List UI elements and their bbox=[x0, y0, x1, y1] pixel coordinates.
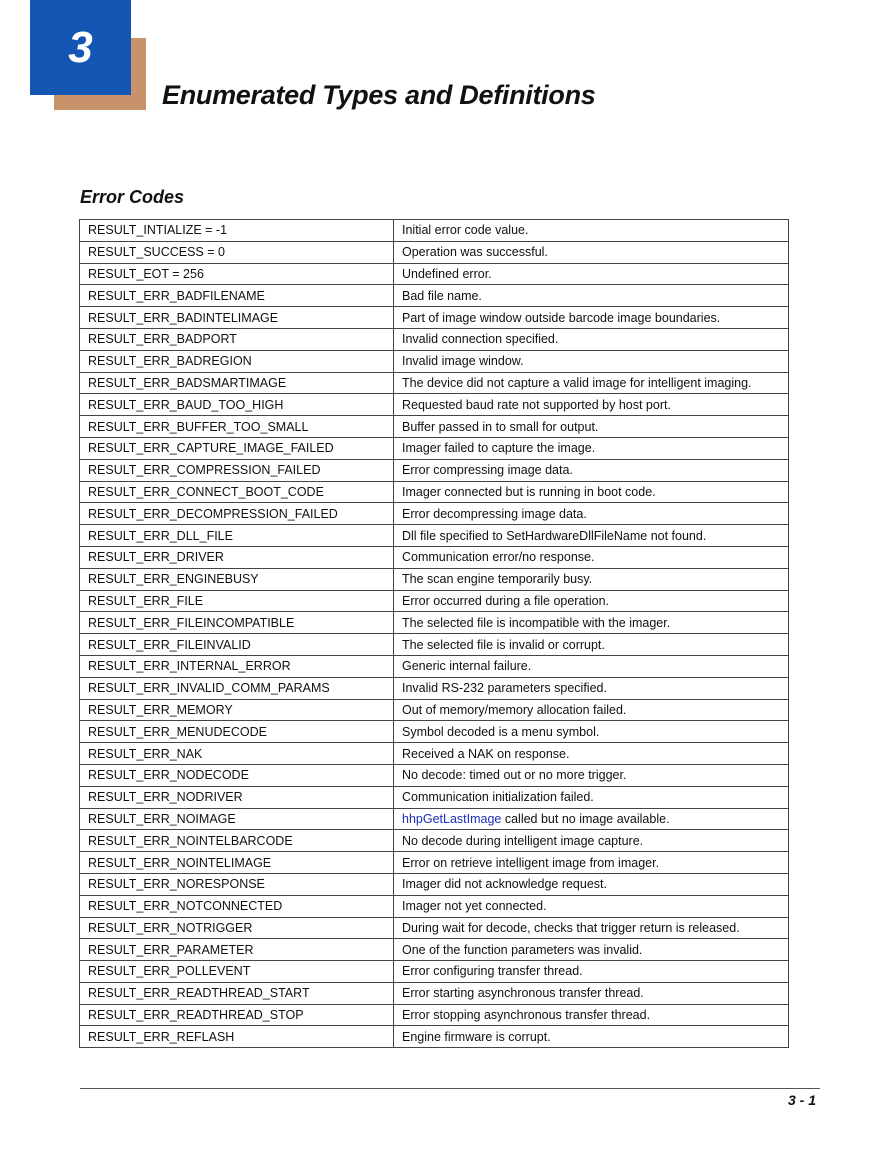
table-row bbox=[80, 307, 789, 329]
table-row bbox=[80, 634, 789, 656]
error-description-cell: Invalid connection specified. bbox=[394, 328, 789, 350]
table-row bbox=[80, 743, 789, 765]
table-row bbox=[80, 677, 789, 699]
table-row bbox=[80, 873, 789, 895]
table-row bbox=[80, 590, 789, 612]
error-code-cell: RESULT_ERR_NOTRIGGER bbox=[80, 917, 394, 939]
error-code-cell: RESULT_ERR_INVALID_COMM_PARAMS bbox=[80, 677, 394, 699]
error-description-cell: Generic internal failure. bbox=[394, 655, 789, 677]
table-row bbox=[80, 459, 789, 481]
error-description-cell: Error occurred during a file operation. bbox=[394, 590, 789, 612]
table-row bbox=[80, 220, 789, 242]
error-description-cell: Error on retrieve intelligent image from imager. bbox=[394, 852, 789, 874]
error-code-cell: RESULT_EOT = 256 bbox=[80, 263, 394, 285]
error-description-cell: The device did not capture a valid image for intelligent imaging. bbox=[394, 372, 789, 394]
chapter-number: 3 bbox=[68, 22, 93, 72]
table-row bbox=[80, 612, 789, 634]
error-code-cell: RESULT_ERR_DLL_FILE bbox=[80, 525, 394, 547]
table-row bbox=[80, 895, 789, 917]
error-code-cell: RESULT_ERR_MEMORY bbox=[80, 699, 394, 721]
table-row bbox=[80, 372, 789, 394]
error-description-cell: During wait for decode, checks that trigger return is released. bbox=[394, 917, 789, 939]
error-description-cell: Invalid RS-232 parameters specified. bbox=[394, 677, 789, 699]
error-description-cell: Dll file specified to SetHardwareDllFileName not found. bbox=[394, 525, 789, 547]
error-code-cell: RESULT_ERR_BUFFER_TOO_SMALL bbox=[80, 416, 394, 438]
error-description-cell bbox=[394, 808, 789, 830]
table-row bbox=[80, 1004, 789, 1026]
error-description-cell: Initial error code value. bbox=[394, 220, 789, 242]
chapter-title: Enumerated Types and Definitions bbox=[162, 80, 596, 110]
table-row bbox=[80, 961, 789, 983]
error-code-cell: RESULT_ERR_BADSMARTIMAGE bbox=[80, 372, 394, 394]
error-description-cell: Undefined error. bbox=[394, 263, 789, 285]
table-row bbox=[80, 655, 789, 677]
error-description-cell: No decode during intelligent image capture. bbox=[394, 830, 789, 852]
error-description-cell: Bad file name. bbox=[394, 285, 789, 307]
table-row bbox=[80, 328, 789, 350]
error-code-cell: RESULT_ERR_FILE bbox=[80, 590, 394, 612]
error-code-cell: RESULT_ERR_COMPRESSION_FAILED bbox=[80, 459, 394, 481]
error-description-cell: Requested baud rate not supported by host port. bbox=[394, 394, 789, 416]
error-description-cell: No decode: timed out or no more trigger. bbox=[394, 764, 789, 786]
error-description-cell: Error stopping asynchronous transfer thread. bbox=[394, 1004, 789, 1026]
table-row bbox=[80, 263, 789, 285]
error-code-cell: RESULT_ERR_POLLEVENT bbox=[80, 961, 394, 983]
table-row bbox=[80, 437, 789, 459]
error-description-cell: Out of memory/memory allocation failed. bbox=[394, 699, 789, 721]
error-code-cell: RESULT_ERR_NOTCONNECTED bbox=[80, 895, 394, 917]
table-row bbox=[80, 808, 789, 830]
error-description-cell: Error decompressing image data. bbox=[394, 503, 789, 525]
error-description-cell: Error configuring transfer thread. bbox=[394, 961, 789, 983]
error-code-cell: RESULT_ERR_NODRIVER bbox=[80, 786, 394, 808]
table-row bbox=[80, 525, 789, 547]
error-code-cell: RESULT_ERR_NODECODE bbox=[80, 764, 394, 786]
error-code-cell: RESULT_ERR_BADPORT bbox=[80, 328, 394, 350]
error-code-cell: RESULT_ERR_BAUD_TOO_HIGH bbox=[80, 394, 394, 416]
table-row bbox=[80, 939, 789, 961]
error-description-cell: The scan engine temporarily busy. bbox=[394, 568, 789, 590]
page-number: 3 - 1 bbox=[787, 1092, 816, 1108]
table-row bbox=[80, 394, 789, 416]
error-description-cell: One of the function parameters was invalid. bbox=[394, 939, 789, 961]
error-code-cell: RESULT_ERR_CAPTURE_IMAGE_FAILED bbox=[80, 437, 394, 459]
error-code-cell: RESULT_ERR_READTHREAD_STOP bbox=[80, 1004, 394, 1026]
table-row bbox=[80, 721, 789, 743]
error-description-cell: The selected file is invalid or corrupt. bbox=[394, 634, 789, 656]
error-description-cell: Imager did not acknowledge request. bbox=[394, 873, 789, 895]
error-code-cell: RESULT_SUCCESS = 0 bbox=[80, 241, 394, 263]
table-row bbox=[80, 416, 789, 438]
table-row bbox=[80, 830, 789, 852]
error-description-cell: The selected file is incompatible with the imager. bbox=[394, 612, 789, 634]
error-code-cell: RESULT_ERR_BADFILENAME bbox=[80, 285, 394, 307]
function-link[interactable]: hhpGetLastImage bbox=[402, 811, 502, 826]
error-description-cell: Communication initialization failed. bbox=[394, 786, 789, 808]
error-description-cell: Part of image window outside barcode image boundaries. bbox=[394, 307, 789, 329]
error-code-cell: RESULT_ERR_NORESPONSE bbox=[80, 873, 394, 895]
error-code-cell: RESULT_ERR_MENUDECODE bbox=[80, 721, 394, 743]
error-code-cell: RESULT_ERR_CONNECT_BOOT_CODE bbox=[80, 481, 394, 503]
error-code-cell: RESULT_ERR_INTERNAL_ERROR bbox=[80, 655, 394, 677]
error-description-cell: Error starting asynchronous transfer thread. bbox=[394, 982, 789, 1004]
error-codes-table-body bbox=[80, 220, 789, 1048]
table-row bbox=[80, 982, 789, 1004]
error-description-cell: Invalid image window. bbox=[394, 350, 789, 372]
table-row bbox=[80, 546, 789, 568]
error-code-cell: RESULT_ERR_PARAMETER bbox=[80, 939, 394, 961]
error-code-cell: RESULT_INTIALIZE = -1 bbox=[80, 220, 394, 242]
error-description-cell: Error compressing image data. bbox=[394, 459, 789, 481]
table-row bbox=[80, 285, 789, 307]
error-code-cell: RESULT_ERR_NOIMAGE bbox=[80, 808, 394, 830]
error-code-cell: RESULT_ERR_NOINTELIMAGE bbox=[80, 852, 394, 874]
error-description-cell: Imager not yet connected. bbox=[394, 895, 789, 917]
table-row bbox=[80, 786, 789, 808]
error-description-cell: Received a NAK on response. bbox=[394, 743, 789, 765]
error-code-cell: RESULT_ERR_BADINTELIMAGE bbox=[80, 307, 394, 329]
table-row bbox=[80, 568, 789, 590]
error-description-cell: Engine firmware is corrupt. bbox=[394, 1026, 789, 1048]
error-description-cell: Communication error/no response. bbox=[394, 546, 789, 568]
error-code-cell: RESULT_ERR_REFLASH bbox=[80, 1026, 394, 1048]
error-description-cell: Imager failed to capture the image. bbox=[394, 437, 789, 459]
table-row bbox=[80, 764, 789, 786]
error-code-cell: RESULT_ERR_BADREGION bbox=[80, 350, 394, 372]
error-codes-table bbox=[79, 219, 789, 1048]
error-description-cell: Buffer passed in to small for output. bbox=[394, 416, 789, 438]
error-code-cell: RESULT_ERR_NOINTELBARCODE bbox=[80, 830, 394, 852]
table-row bbox=[80, 350, 789, 372]
chapter-number-badge bbox=[30, 0, 131, 95]
error-code-cell: RESULT_ERR_DECOMPRESSION_FAILED bbox=[80, 503, 394, 525]
error-description-text: called but no image available. bbox=[501, 811, 670, 826]
error-code-cell: RESULT_ERR_READTHREAD_START bbox=[80, 982, 394, 1004]
table-row bbox=[80, 917, 789, 939]
error-code-cell: RESULT_ERR_FILEINCOMPATIBLE bbox=[80, 612, 394, 634]
error-code-cell: RESULT_ERR_ENGINEBUSY bbox=[80, 568, 394, 590]
error-code-cell: RESULT_ERR_DRIVER bbox=[80, 546, 394, 568]
footer-divider bbox=[80, 1088, 820, 1089]
table-row bbox=[80, 481, 789, 503]
error-code-cell: RESULT_ERR_FILEINVALID bbox=[80, 634, 394, 656]
section-title: Error Codes bbox=[80, 187, 185, 207]
table-row bbox=[80, 699, 789, 721]
error-description-cell: Imager connected but is running in boot code. bbox=[394, 481, 789, 503]
table-row bbox=[80, 503, 789, 525]
table-row bbox=[80, 852, 789, 874]
table-row bbox=[80, 1026, 789, 1048]
error-description-cell: Operation was successful. bbox=[394, 241, 789, 263]
error-code-cell: RESULT_ERR_NAK bbox=[80, 743, 394, 765]
error-description-cell: Symbol decoded is a menu symbol. bbox=[394, 721, 789, 743]
table-row bbox=[80, 241, 789, 263]
